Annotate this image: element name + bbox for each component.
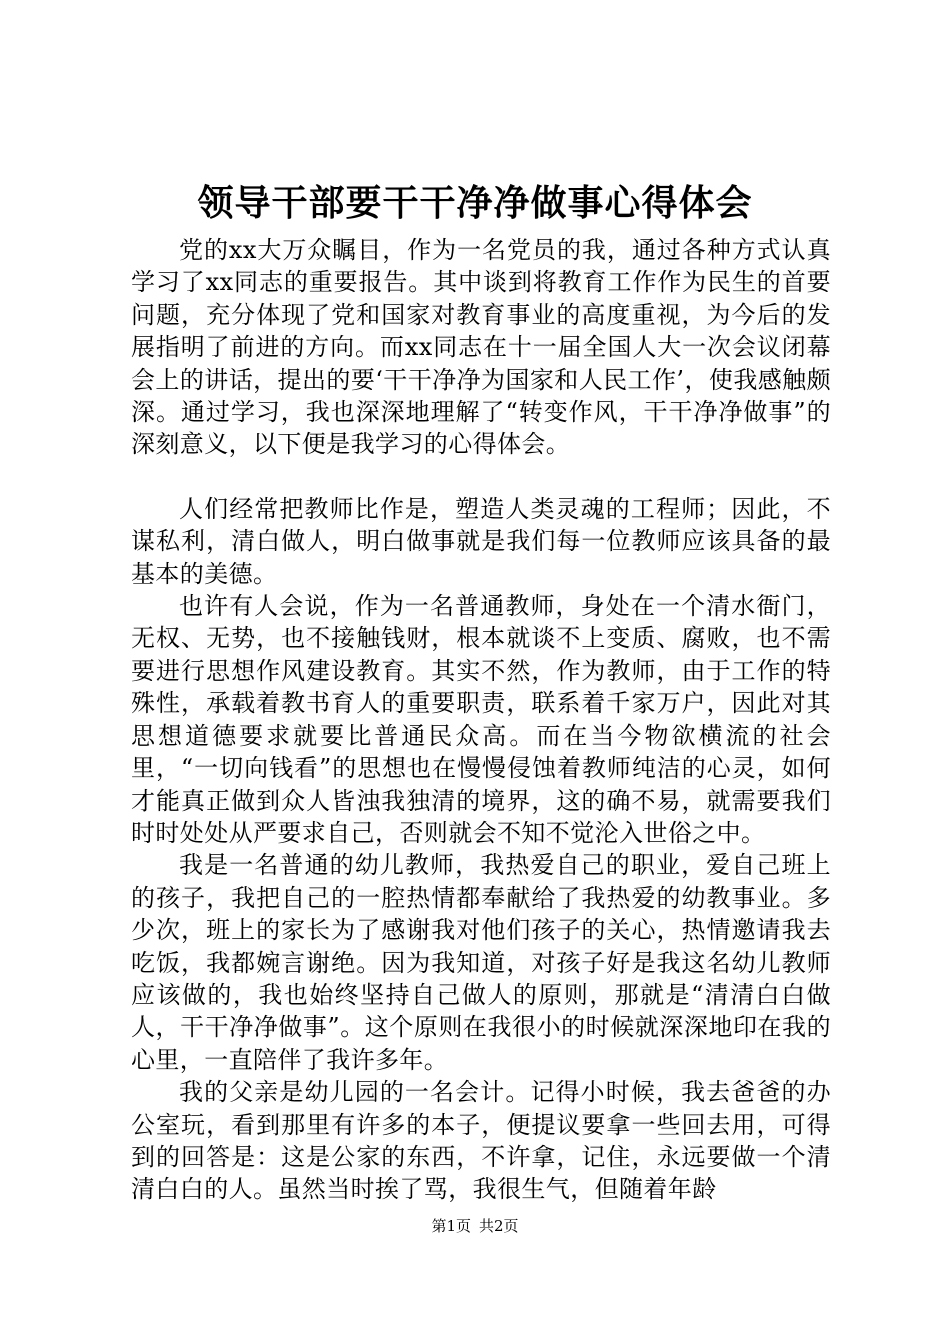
document-title: 领导干部要干干净净做事心得体会 [197,183,753,224]
document-body [131,234,831,1206]
paragraph: 党的xx大万众瞩目，作为一名党员的我，通过各种方式认真学习了xx同志的重要报告。其中谈到将教育工作作为民生的首要问题，充分体现了党和国家对教育事业的高度重视，为今后的发展指明了前进的方向。而xx同志在十一届全国人大一次会议闭幕会上的讲话，提出的要‘干干净净为国家和人民工作’，使我感触颇深。通过学习，我也深深地理解了“转变作风，干干净净做事”的深刻意义，以下便是我学习的心得体会。 [131,236,831,459]
page-footer [0,1216,950,1236]
paragraph: 我的父亲是幼儿园的一名会计。记得小时候，我去爸爸的办公室玩，看到那里有许多的本子，便提议要拿一些回去用，可得到的回答是：这是公家的东西，不许拿，记住，永远要做一个清清白白的人。虽然当时挨了骂，我很生气，但随着年龄 [131,1078,831,1204]
paragraph: 我是一名普通的幼儿教师，我热爱自己的职业，爱自己班上的孩子，我把自己的一腔热情都奉献给了我热爱的幼教事业。多少次，班上的家长为了感谢我对他们孩子的关心，热情邀请我去吃饭，我都婉言谢绝。因为我知道，对孩子好是我这名幼儿教师应该做的，我也始终坚持自己做人的原则，那就是“清清白白做人，干干净净做事”。这个原则在我很小的时候就深深地印在我的心里，一直陪伴了我许多年。 [131,851,831,1074]
page-total: 共2页 [479,1217,519,1235]
page-number: 第1页 [431,1217,471,1235]
paragraph: 人们经常把教师比作是，塑造人类灵魂的工程师；因此，不谋私利，清白做人，明白做事就是我们每一位教师应该具备的最基本的美德。 [131,494,831,588]
paragraph: 也许有人会说，作为一名普通教师，身处在一个清水衙门，无权、无势，也不接触钱财，根本就谈不上变质、腐败，也不需要进行思想作风建设教育。其实不然，作为教师，由于工作的特殊性，承载着教书育人的重要职责，联系着千家万户，因此对其思想道德要求就要比普通民众高。而在当今物欲横流的社会里，“一切向钱看”的思想也在慢慢侵蚀着教师纯洁的心灵，如何才能真正做到众人皆浊我独清的境界，这的确不易，就需要我们时时处处从严要求自己，否则就会不知不觉沦入世俗之中。 [131,592,831,847]
